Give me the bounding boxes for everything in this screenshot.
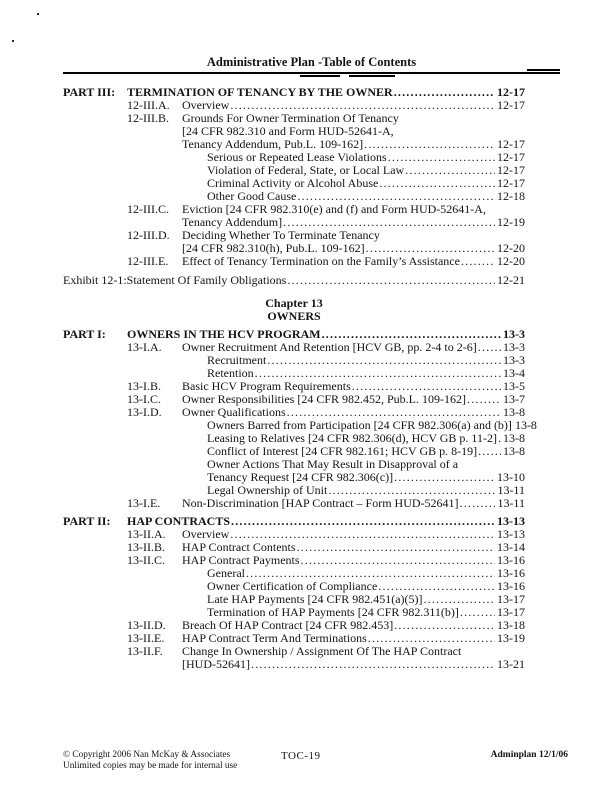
toc-entry-text: Effect of Tenancy Termination on the Family’s Assistance [182, 254, 460, 268]
toc-page-number: 12-17 [497, 150, 525, 164]
toc-page-number: 13-11 [497, 483, 525, 497]
toc-entry-section [127, 554, 525, 567]
toc-page-number: 12-21 [497, 273, 525, 287]
footer-copyright-line2: Unlimited copies may be made for internal use [63, 761, 238, 771]
toc-page-number: 12-20 [497, 254, 525, 268]
toc-page-number: 13-16 [497, 566, 525, 580]
scan-artifact [527, 69, 560, 71]
toc-page-number: 13-19 [497, 631, 525, 645]
chapter-heading-line: Chapter 13 [265, 296, 323, 310]
footer-copyright-line1: © Copyright 2006 Nan McKay & Associates [63, 750, 231, 760]
toc-page-number: 13-16 [497, 579, 525, 593]
dot-leader [460, 497, 496, 510]
toc-entry-text: OWNERS IN THE HCV PROGRAM [127, 327, 321, 341]
toc-page-number: 13-5 [503, 379, 525, 393]
toc-entry-text: HAP Contract Payments [182, 553, 300, 567]
toc-page-number: 13-16 [497, 553, 525, 567]
scan-speck [12, 40, 14, 42]
toc-entry-section [127, 341, 525, 354]
dot-leader [251, 658, 495, 671]
dot-leader [231, 515, 495, 528]
toc-entry-text: Grounds For Owner Termination Of Tenancy [182, 111, 399, 125]
toc-entry-label: 13-II.F. [127, 644, 163, 658]
toc-entry-body [182, 497, 525, 510]
dot-leader [287, 274, 495, 287]
toc-entry-label: 12-III.C. [127, 202, 169, 216]
toc-entry-text: Recruitment [207, 353, 267, 367]
toc-entry-label: PART III: [63, 85, 116, 99]
toc-entry-body [207, 458, 525, 484]
toc-page-number: 13-17 [497, 592, 525, 606]
toc-page-number: 13-11 [497, 496, 525, 510]
toc-entry-label: 13-I.C. [127, 392, 161, 406]
toc-page-number: 13-4 [503, 366, 525, 380]
toc-page-number: 12-17 [497, 137, 525, 151]
toc-entry-label: PART I: [63, 327, 106, 341]
toc-entry-section [127, 203, 525, 229]
toc-entry-text: Tenancy Addendum] [182, 215, 283, 229]
footer-doc-version: Adminplan 12/1/06 [490, 750, 568, 760]
toc-page-number: 13-7 [503, 392, 525, 406]
toc-entry-text: Owner Certification of Compliance [207, 579, 378, 593]
toc-entry-exhibit [63, 274, 525, 287]
toc-entry-text: Change In Ownership / Assignment Of The HAP Contract [182, 644, 462, 658]
table-of-contents [63, 85, 537, 671]
toc-entry-label: 13-I.B. [127, 379, 161, 393]
toc-page-number: 13-10 [497, 470, 525, 484]
dot-leader [297, 541, 495, 554]
toc-entry-label: Exhibit 12-1: [63, 273, 127, 287]
toc-page-number: 13-21 [497, 657, 525, 671]
dot-leader [394, 86, 495, 99]
toc-entry-text: Violation of Federal, State, or Local Law [207, 163, 405, 177]
toc-entry-section [127, 229, 525, 255]
toc-entry-text: Tenancy Addendum, Pub.L. 109-162] [182, 137, 364, 151]
toc-entry-text: [24 CFR 982.310(h), Pub.L. 109-162] [182, 241, 365, 255]
toc-entry-text: Owner Qualifications [182, 405, 286, 419]
toc-page-number: 13-17 [497, 605, 525, 619]
toc-entry-line [182, 658, 525, 671]
dot-leader [478, 341, 501, 354]
toc-entry-label: 13-I.D. [127, 405, 162, 419]
toc-entry-text: Breach Of HAP Contract [24 CFR 982.453] [182, 618, 394, 632]
toc-page-number: 12-17 [497, 163, 525, 177]
toc-entry-label: 12-III.B. [127, 111, 169, 125]
toc-entry-section [127, 497, 525, 510]
toc-entry-text: Owners Barred from Participation [24 CFR 982.306(a) and (b)] [207, 418, 512, 432]
dot-leader [301, 554, 495, 567]
dot-leader [498, 432, 501, 445]
toc-entry-text: Serious or Repeated Lease Violations [207, 150, 387, 164]
page-footer [63, 750, 568, 774]
toc-entry-line [127, 274, 525, 287]
toc-entry-section [127, 112, 525, 151]
toc-entry-body [182, 645, 525, 671]
dot-leader [478, 445, 501, 458]
toc-entry-text: Basic HCV Program Requirements [182, 379, 351, 393]
toc-entry-text: Retention [207, 366, 254, 380]
dot-leader [460, 606, 495, 619]
toc-entry-label: 13-II.A. [127, 527, 166, 541]
toc-entry-text: Other Good Cause [207, 189, 297, 203]
toc-page-number: 12-19 [497, 215, 525, 229]
dot-leader [467, 393, 501, 406]
toc-entry-section [127, 255, 525, 268]
toc-entry-text: [24 CFR 982.310 and Form HUD-52641-A, [182, 124, 394, 138]
toc-entry-line [182, 497, 525, 510]
toc-entry-text: [HUD-52641] [182, 657, 250, 671]
toc-entry-label: PART II: [63, 514, 111, 528]
toc-entry-text: Overview [182, 527, 230, 541]
toc-entry-line [207, 354, 525, 367]
toc-entry-text: Statement Of Family Obligations [126, 273, 287, 287]
toc-entry-label: 12-III.E. [127, 254, 169, 268]
dot-leader [394, 471, 495, 484]
toc-entry-text: Overview [182, 98, 230, 112]
toc-entry-text: HAP Contract Contents [182, 540, 296, 554]
toc-entry-body [182, 229, 525, 255]
toc-page-number: 12-17 [497, 85, 525, 99]
toc-entry-body [207, 354, 525, 367]
toc-page-number: 13-3 [503, 340, 525, 354]
toc-page-number: 12-17 [497, 176, 525, 190]
toc-entry-section [127, 645, 525, 671]
toc-entry-body [182, 203, 525, 229]
toc-entry-text: TERMINATION OF TENANCY BY THE OWNER [127, 85, 393, 99]
toc-page-number: 13-3 [503, 353, 525, 367]
toc-page-number: 13-8 [503, 431, 525, 445]
header-title: Administrative Plan -Table of Contents [206, 55, 417, 69]
header-rule [63, 72, 560, 74]
toc-entry-line [182, 255, 525, 268]
dot-leader [394, 619, 495, 632]
toc-page-number: 13-8 [514, 418, 537, 432]
chapter-heading-line: OWNERS [267, 309, 321, 323]
toc-entry-text: Non-Discrimination [HAP Contract – Form HUD-52641] [182, 496, 459, 510]
toc-entry-text: Late HAP Payments [24 CFR 982.451(a)(5)] [207, 592, 423, 606]
toc-entry-body [182, 255, 525, 268]
toc-entry-text: HAP Contract Term And Terminations [182, 631, 367, 645]
toc-entry-body [182, 112, 525, 151]
toc-page-number: 13-13 [497, 527, 525, 541]
toc-entry-body [127, 274, 525, 287]
dot-leader [267, 354, 501, 367]
toc-page-number: 12-20 [497, 241, 525, 255]
toc-entry-text: Owner Responsibilities [24 CFR 982.452, Pub.L. 109-162] [182, 392, 466, 406]
toc-page-number: 13-8 [503, 405, 525, 419]
toc-entry-text: Conflict of Interest [24 CFR 982.161; HCV GB p. 8-19] [207, 444, 478, 458]
toc-entry-label: 13-II.D. [127, 618, 166, 632]
toc-entry-text: Leasing to Relatives [24 CFR 982.306(d), HCV GB p. 11-2] [207, 431, 497, 445]
chapter-heading [63, 297, 525, 323]
toc-entry-sub [207, 354, 525, 367]
toc-entry-label: 13-II.E. [127, 631, 165, 645]
toc-entry-label: 13-II.C. [127, 553, 165, 567]
toc-entry-text: Criminal Activity or Alcohol Abuse [207, 176, 379, 190]
toc-entry-text: General [207, 566, 245, 580]
toc-page-number: 13-18 [497, 618, 525, 632]
dot-leader [461, 255, 495, 268]
toc-entry-text: Owner Actions That May Result in Disapproval of a [207, 457, 459, 471]
toc-entry-text: Deciding Whether To Terminate Tenancy [182, 228, 380, 242]
toc-entry-text: Tenancy Request [24 CFR 982.306(c)] [207, 470, 394, 484]
toc-entry-label: 13-I.E. [127, 496, 161, 510]
toc-page-number: 13-3 [503, 327, 525, 341]
toc-entry-text: Legal Ownership of Unit [207, 483, 328, 497]
toc-entry-text: Owner Recruitment And Retention [HCV GB, pp. 2-4 to 2-6] [182, 340, 477, 354]
scan-speck [37, 13, 39, 15]
toc-entry-text: Termination of HAP Payments [24 CFR 982.311(b)] [207, 605, 459, 619]
dot-leader [405, 164, 495, 177]
toc-page-number: 12-18 [497, 189, 525, 203]
toc-entry-label: 12-III.D. [127, 228, 170, 242]
toc-entry-label: 13-II.B. [127, 540, 165, 554]
footer-page-number: TOC-19 [281, 750, 321, 762]
toc-entry-text: HAP CONTRACTS [127, 514, 231, 528]
toc-page-number: 13-14 [497, 540, 525, 554]
scan-artifact [349, 75, 395, 77]
toc-page-number: 13-13 [497, 514, 525, 528]
toc-page-number: 12-17 [497, 98, 525, 112]
scan-artifact [300, 75, 340, 77]
toc-entry-text: Eviction [24 CFR 982.310(e) and (f) and Form HUD-52641-A, [182, 202, 486, 216]
page-header [63, 55, 560, 74]
toc-page-number: 13-8 [503, 444, 525, 458]
dot-leader [379, 177, 495, 190]
toc-entry-sub [207, 458, 525, 484]
toc-entry-label: 12-III.A. [127, 98, 170, 112]
toc-entry-label: 13-I.A. [127, 340, 162, 354]
